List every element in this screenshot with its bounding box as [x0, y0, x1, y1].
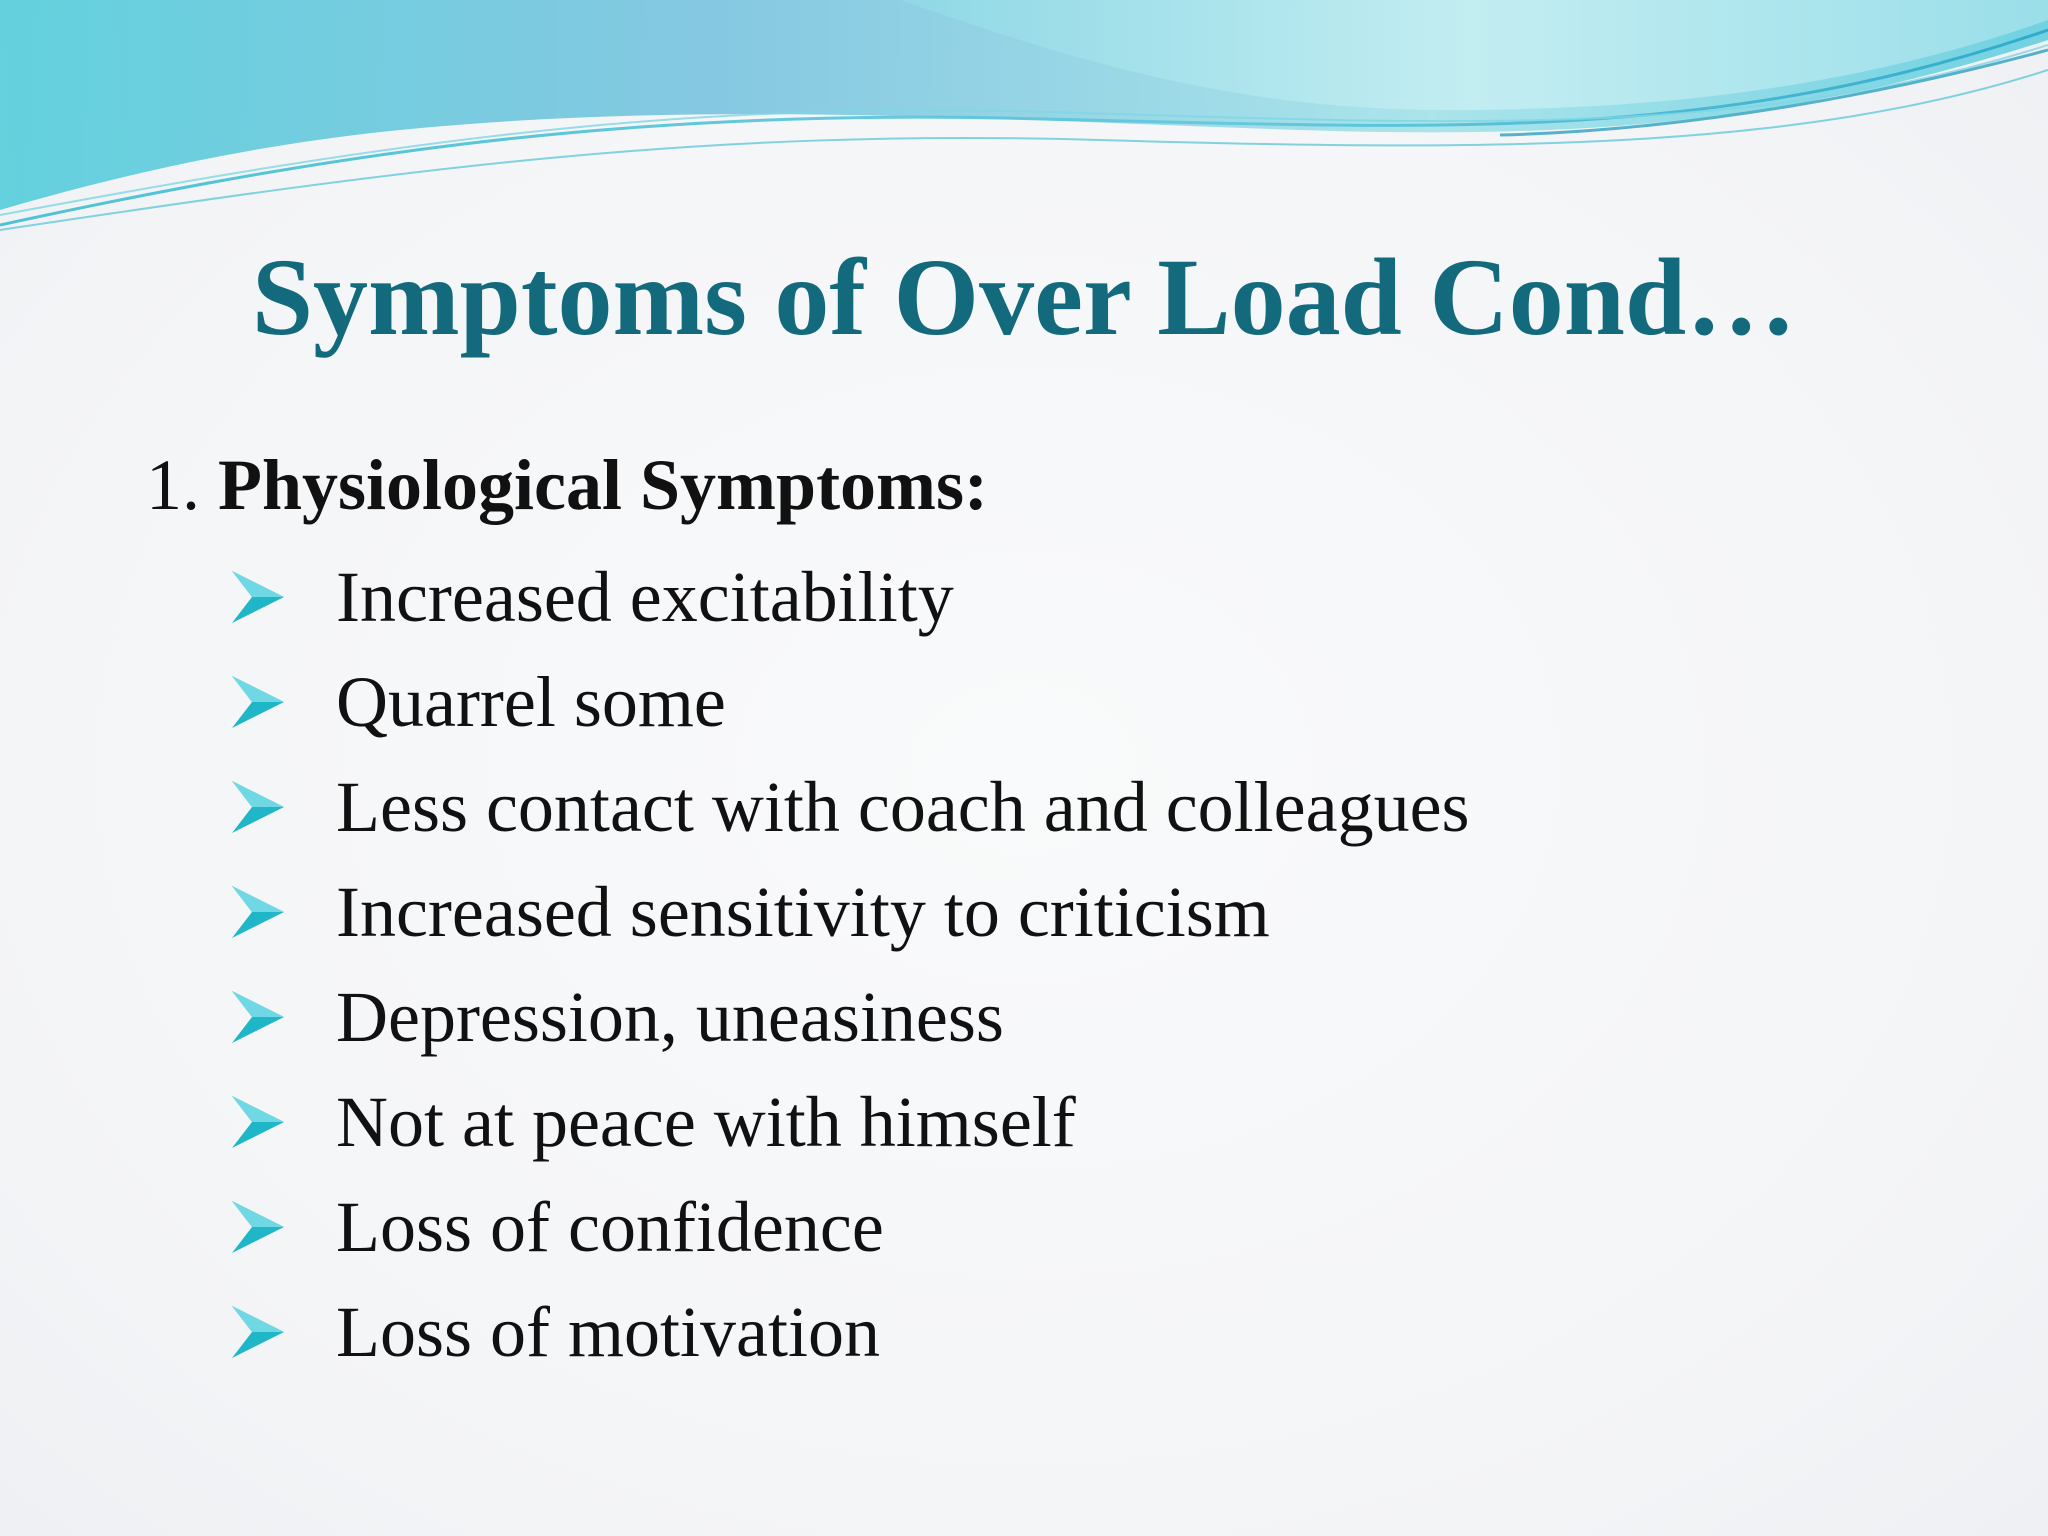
arrow-bullet-icon: [228, 674, 286, 730]
slide-title: Symptoms of Over Load Cond…: [251, 236, 1797, 358]
list-item-text: Not at peace with himself: [336, 1081, 1076, 1162]
list-item-text: Loss of confidence: [336, 1186, 884, 1267]
list-item: [228, 1069, 1470, 1174]
list-item-text: Increased sensitivity to criticism: [336, 871, 1270, 952]
list-item: [228, 754, 1470, 859]
list-item: [228, 1279, 1470, 1384]
arrow-bullet-icon: [228, 1094, 286, 1150]
section-number: 1.: [146, 445, 200, 525]
list-item-text: Loss of motivation: [336, 1291, 880, 1372]
arrow-bullet-icon: [228, 569, 286, 625]
symptom-list: [228, 544, 1470, 1384]
list-item-text: Depression, uneasiness: [336, 976, 1004, 1057]
list-item: [228, 544, 1470, 649]
list-item: [228, 964, 1470, 1069]
header-wave-decoration: [0, 0, 2048, 260]
arrow-bullet-icon: [228, 1199, 286, 1255]
list-item: [228, 1174, 1470, 1279]
arrow-bullet-icon: [228, 884, 286, 940]
arrow-bullet-icon: [228, 779, 286, 835]
section-heading: [146, 440, 988, 530]
list-item-text: Increased excitability: [336, 556, 954, 637]
list-item: [228, 859, 1470, 964]
section-label: Physiological Symptoms:: [218, 445, 989, 525]
list-item-text: Less contact with coach and colleagues: [336, 766, 1470, 847]
list-item: [228, 649, 1470, 754]
arrow-bullet-icon: [228, 1304, 286, 1360]
list-item-text: Quarrel some: [336, 661, 726, 742]
arrow-bullet-icon: [228, 989, 286, 1045]
